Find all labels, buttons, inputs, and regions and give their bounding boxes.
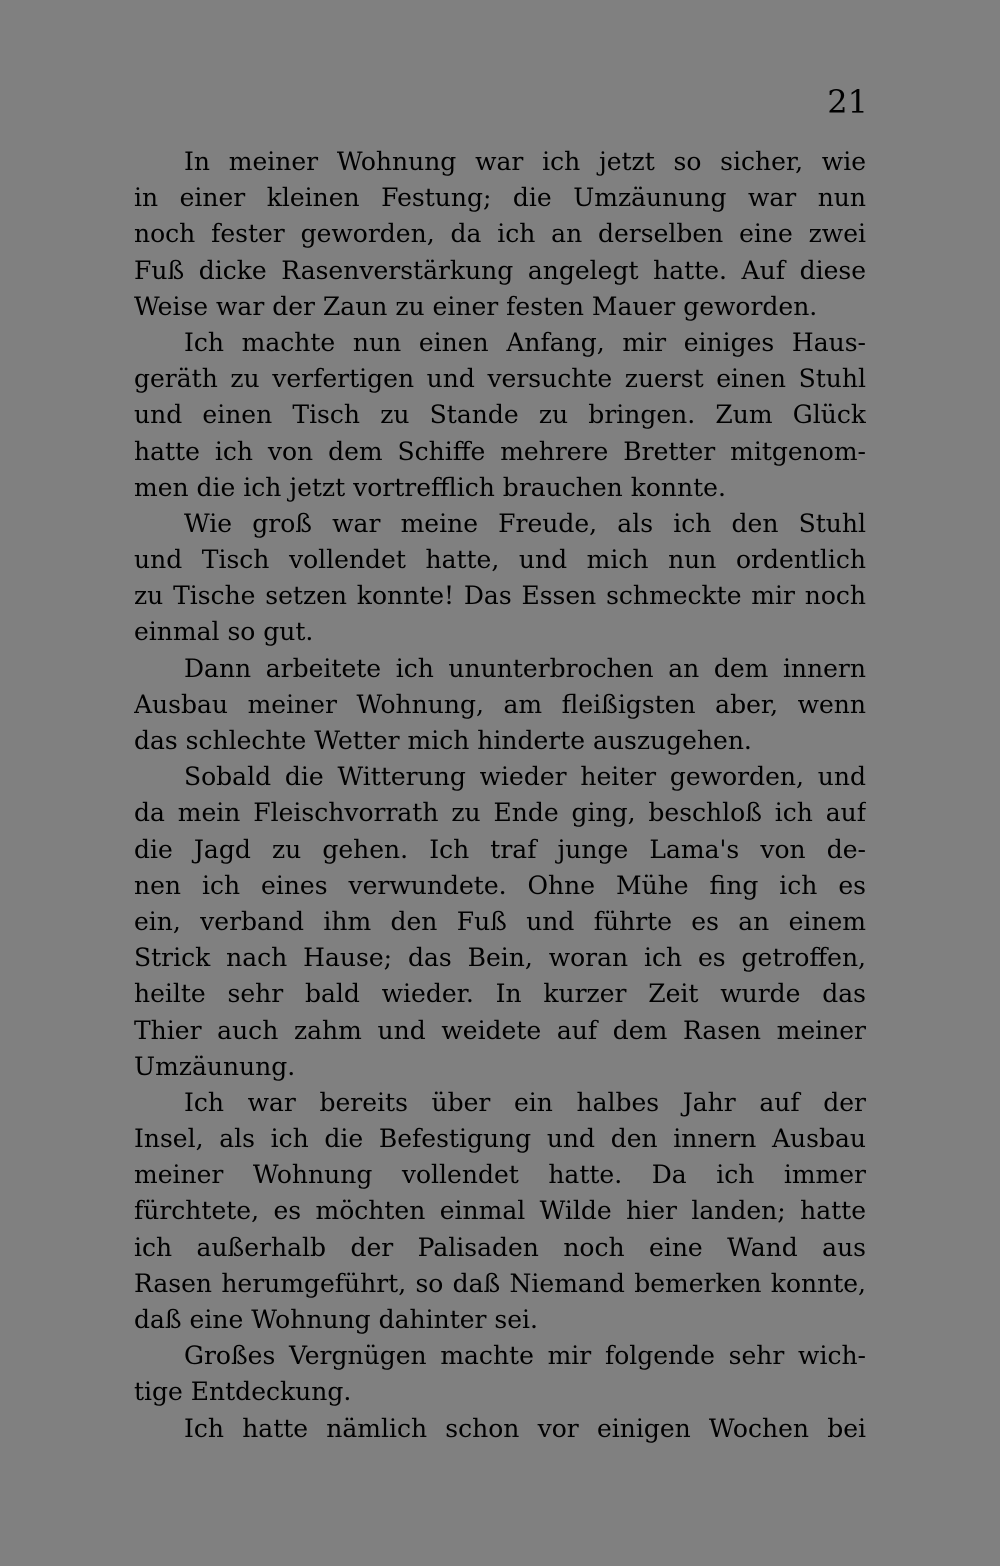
page-number: 21 (827, 83, 868, 121)
text-line: Ich war bereits über ein halbes Jahr auf der (184, 1087, 866, 1117)
text-line: men die ich jetzt vortrefflich brauchen konnte. (134, 472, 726, 502)
text-line: noch fester geworden, da ich an derselben eine zwei (134, 219, 866, 249)
text-line: und Tisch vollendet hatte, und mich nun ordentlich (134, 545, 866, 575)
text-line: die Jagd zu gehen. Ich traf junge Lama's von de- (134, 834, 866, 864)
text-line: ein, verband ihm den Fuß und führte es an einem (134, 906, 866, 936)
text-line: Rasen herumgeführt, so daß Niemand bemerken konnte, (134, 1268, 866, 1298)
text-line: ich außerhalb der Palisaden noch eine Wand aus (134, 1232, 866, 1262)
text-line: das schlechte Wetter mich hinderte auszugehen. (134, 726, 752, 755)
text-line: Strick nach Hause; das Bein, woran ich es getroffen, (134, 943, 866, 973)
text-line: nen ich eines verwundete. Ohne Mühe fing ich es (134, 870, 866, 900)
text-line: Wie groß war meine Freude, als ich den Stuhl (184, 508, 866, 538)
text-line: Fuß dicke Rasenverstärkung angelegt hatte. Auf diese (134, 255, 866, 285)
text-line: daß eine Wohnung dahinter sei. (134, 1305, 539, 1334)
text-line: fürchtete, es möchten einmal Wilde hier landen; hatte (134, 1196, 866, 1226)
text-line: Ausbau meiner Wohnung, am fleißigsten aber, wenn (134, 689, 866, 719)
text-line: heilte sehr bald wieder. In kurzer Zeit wurde das (134, 979, 866, 1009)
text-line: Sobald die Witterung wieder heiter geworden, und (184, 762, 866, 792)
text-line: hatte ich von dem Schiffe mehrere Bretter mitgenom- (134, 436, 866, 466)
text-line: da mein Fleischvorrath zu Ende ging, beschloß ich auf (134, 798, 866, 828)
text-line: Thier auch zahm und weidete auf dem Rasen meiner (134, 1015, 866, 1045)
text-line: Umzäunung. (134, 1051, 296, 1081)
text-line: In meiner Wohnung war ich jetzt so sicher, wie (184, 147, 866, 176)
text-line: meiner Wohnung vollendet hatte. Da ich immer (134, 1160, 866, 1190)
text-line: Insel, als ich die Befestigung und den innern Ausbau (134, 1124, 866, 1154)
text-line: Ich machte nun einen Anfang, mir einiges Haus- (184, 327, 866, 357)
text-line: Großes Vergnügen machte mir folgende sehr wich- (184, 1341, 866, 1371)
text-line: Dann arbeitete ich ununterbrochen an dem innern (184, 653, 866, 683)
text-line: Ich hatte nämlich schon vor einigen Wochen bei (184, 1413, 866, 1443)
text-line: in einer kleinen Festung; die Umzäunung war nun (134, 183, 866, 213)
text-line: und einen Tisch zu Stande zu bringen. Zum Glück (134, 400, 866, 430)
text-line: einmal so gut. (134, 617, 314, 647)
text-line: geräth zu verfertigen und versuchte zuerst einen Stuhl (134, 364, 866, 394)
body-text (134, 144, 866, 1447)
text-line: Weise war der Zaun zu einer festen Mauer geworden. (134, 291, 818, 321)
text-line: zu Tische setzen konnte! Das Essen schmeckte mir noch (134, 581, 866, 611)
text-line: tige Entdeckung. (134, 1377, 352, 1407)
